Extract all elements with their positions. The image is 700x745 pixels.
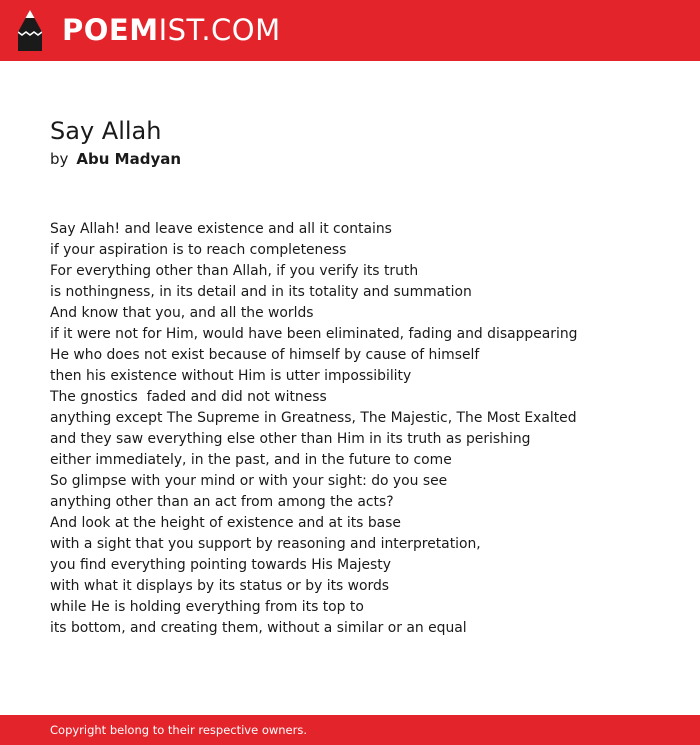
byline — [50, 149, 181, 169]
poem-line: He who does not exist because of himself by cause of himself — [50, 347, 480, 363]
poem-line: For everything other than Allah, if you verify its truth — [50, 263, 419, 279]
poem-line: anything except The Supreme in Greatness, The Majestic, The Most Exalted — [50, 410, 577, 426]
poem-line: with what it displays by its status or by its words — [50, 578, 390, 594]
site-footer — [0, 715, 700, 745]
copyright-text: Copyright belong to their respective owners. — [50, 723, 308, 737]
poem-line: Say Allah! and leave existence and all it contains — [50, 221, 392, 237]
pencil-icon[interactable] — [18, 10, 42, 51]
poem-line: with a sight that you support by reasoning and interpretation, — [50, 536, 481, 552]
poem-line: then his existence without Him is utter impossibility — [50, 368, 412, 384]
poem-line: So glimpse with your mind or with your sight: do you see — [50, 473, 448, 489]
site-logo[interactable] — [62, 12, 281, 48]
by-label: by — [50, 150, 69, 168]
logo-brand-light: IST.COM — [158, 13, 281, 47]
poem-title: Say Allah — [50, 117, 162, 145]
poem-line: The gnostics faded and did not witness — [50, 389, 327, 405]
poem-line: and they saw everything else other than Him in its truth as perishing — [50, 431, 531, 447]
poem-line: while He is holding everything from its top to — [50, 599, 364, 615]
author-name[interactable]: Abu Madyan — [76, 150, 182, 168]
poem-line: you find everything pointing towards His Majesty — [50, 557, 391, 573]
poem-line: if your aspiration is to reach completeness — [50, 242, 347, 258]
poem-body — [50, 219, 670, 639]
poem-line: And know that you, and all the worlds — [50, 305, 314, 321]
poem-line: its bottom, and creating them, without a similar or an equal — [50, 620, 467, 636]
poem-line: is nothingness, in its detail and in its totality and summation — [50, 284, 472, 300]
poem-line: either immediately, in the past, and in the future to come — [50, 452, 452, 468]
poem-line: And look at the height of existence and at its base — [50, 515, 401, 531]
poem-line: anything other than an act from among the acts? — [50, 494, 394, 510]
site-header — [0, 0, 700, 61]
poem-line: if it were not for Him, would have been eliminated, fading and disappearing — [50, 326, 578, 342]
logo-brand-bold: POEM — [62, 13, 159, 47]
